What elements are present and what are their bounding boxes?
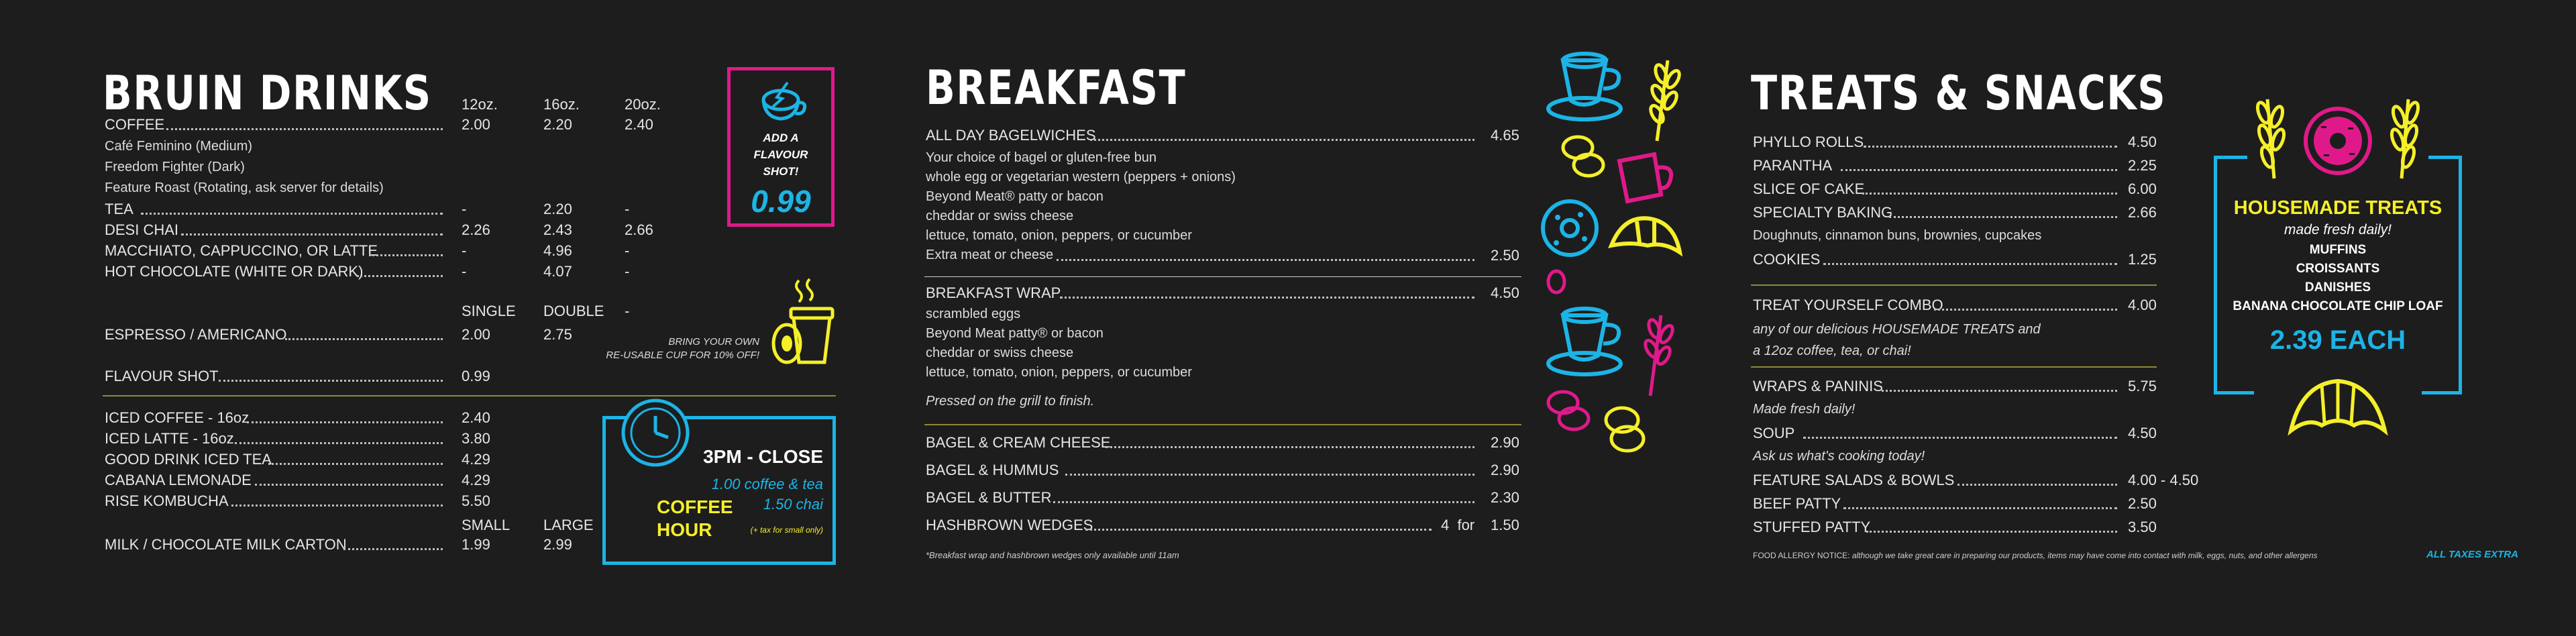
- price: 2.30: [1491, 489, 1519, 506]
- housemade-title: HOUSEMADE TREATS: [2233, 197, 2443, 219]
- cup-note-line2: RE-USABLE CUP FOR 10% OFF!: [606, 350, 759, 361]
- price: 2.50: [1491, 247, 1519, 264]
- desc-line: cheddar or swiss cheese: [926, 346, 1074, 360]
- header-single: SINGLE: [462, 303, 516, 319]
- price: 4.50: [1491, 284, 1519, 301]
- price: 6.00: [2128, 180, 2157, 197]
- item-name: SPECIALTY BAKING: [1753, 204, 1893, 221]
- price: 4.29: [462, 451, 490, 468]
- leader-dots: [181, 233, 443, 235]
- price-12oz: -: [462, 201, 467, 217]
- leader-dots: [369, 254, 443, 256]
- leader-dots: [235, 442, 443, 444]
- price-12oz: -: [462, 242, 467, 259]
- price-16oz: 2.43: [543, 221, 572, 238]
- quantity: 4 for: [1441, 517, 1475, 533]
- housemade-top-icons: [2247, 93, 2428, 187]
- coffee-hour-deal1: 1.00 coffee & tea: [711, 476, 823, 492]
- croissant-icon: [1611, 218, 1680, 252]
- desc-line: a 12oz coffee, tea, or chai!: [1753, 343, 1911, 358]
- leader-dots: [1053, 501, 1474, 503]
- price-20oz: -: [625, 263, 630, 280]
- baking-description: Doughnuts, cinnamon buns, brownies, cupcakes: [1753, 228, 2042, 243]
- price: 5.75: [2128, 378, 2157, 394]
- donut-icon: [2306, 109, 2370, 173]
- leader-dots: [343, 548, 443, 550]
- price-20oz: 2.66: [625, 221, 653, 238]
- drinks-title: BRUIN DRINKS: [103, 66, 432, 121]
- price: 2.50: [2128, 495, 2157, 512]
- price: 4.00: [2128, 297, 2157, 313]
- leader-dots: [285, 338, 443, 340]
- bagelwich-description: [926, 148, 1236, 246]
- food-doodles-illustration: [1536, 47, 1690, 463]
- clock-icon: [619, 396, 692, 470]
- combo-description: [1753, 319, 2041, 362]
- mug-icon: [1619, 154, 1671, 201]
- price-double: 2.75: [543, 326, 572, 343]
- wraps-description: Made fresh daily!: [1753, 402, 1856, 417]
- leader-dots: [1882, 390, 2117, 392]
- price-20oz: -: [625, 201, 630, 217]
- price: 4.50: [2128, 134, 2157, 150]
- item-name: RISE KOMBUCHA: [105, 492, 229, 509]
- desc-line: Beyond Meat® patty or bacon: [926, 189, 1104, 204]
- desc-line: Beyond Meat patty® or bacon: [926, 326, 1104, 341]
- housemade-subtitle: made fresh daily!: [2284, 222, 2392, 237]
- leader-dots: [247, 421, 443, 423]
- item-name: MILK / CHOCOLATE MILK CARTON: [105, 536, 347, 553]
- macaron-icon: [1548, 392, 1589, 429]
- leader-dots: [1841, 169, 2117, 171]
- leader-dots: [219, 380, 443, 382]
- coffee-hour-note: (+ tax for small only): [750, 525, 823, 535]
- coffee-option: Freedom Fighter (Dark): [105, 160, 245, 174]
- leader-dots: [255, 484, 443, 486]
- item-name: STUFFED PATTY: [1753, 519, 1871, 535]
- housemade-treats-box: [2214, 156, 2462, 394]
- section-divider: [103, 395, 836, 396]
- leader-dots: [1065, 474, 1474, 476]
- coffee-option: Café Feminino (Medium): [105, 139, 253, 154]
- leader-dots: [231, 505, 443, 507]
- price: 4.00 - 4.50: [2128, 472, 2199, 488]
- item-name: HASHBROWN WEDGES: [926, 517, 1093, 533]
- desc-line: any of our delicious HOUSEMADE TREATS and: [1753, 322, 2041, 337]
- price: 2.40: [462, 409, 490, 426]
- section-divider: [1751, 284, 2157, 286]
- price: 3.80: [462, 430, 490, 447]
- price: 1.50: [1491, 517, 1519, 533]
- wheat-icon: [1643, 315, 1675, 396]
- leader-dots: [1843, 507, 2117, 509]
- col-header-16oz: 16oz.: [543, 96, 580, 113]
- leader-dots: [1106, 446, 1474, 448]
- allergy-notice: [1753, 551, 2318, 560]
- price: 4.50: [2128, 425, 2157, 441]
- price-large: 2.99: [543, 536, 572, 553]
- leader-dots: [1057, 259, 1474, 261]
- cup-note-line1: BRING YOUR OWN: [668, 336, 759, 348]
- price-small: 1.99: [462, 536, 490, 553]
- item-name: TREAT YOURSELF COMBO: [1753, 297, 1943, 313]
- desc-line: Your choice of bagel or gluten-free bun: [926, 150, 1157, 165]
- price-12oz: 2.00: [462, 116, 490, 133]
- item-name: WRAPS & PANINIS: [1753, 378, 1883, 394]
- desc-line: whole egg or vegetarian western (peppers + onions): [926, 170, 1236, 184]
- promo-price: 0.99: [751, 184, 811, 219]
- promo-line3: SHOT!: [763, 165, 799, 178]
- housemade-price: 2.39 EACH: [2269, 325, 2406, 355]
- price-12oz: -: [462, 263, 467, 280]
- leader-dots: [1060, 297, 1474, 299]
- header-small: SMALL: [462, 517, 511, 533]
- item-name: COFFEE: [105, 116, 165, 133]
- wrap-description: [926, 305, 1192, 382]
- breakfast-title: BREAKFAST: [926, 60, 1187, 115]
- item-name: FEATURE SALADS & BOWLS: [1753, 472, 1955, 488]
- allergy-text: although we take great care in preparing our products, items may have come into contact with milk, eggs, nuts, and other allergens: [1851, 551, 2318, 560]
- header-double: DOUBLE: [543, 303, 604, 319]
- col-header-20oz: 20oz.: [625, 96, 661, 113]
- coffee-hour-label2: HOUR: [657, 519, 712, 540]
- leader-dots: [1866, 531, 2117, 533]
- item-name: SOUP: [1753, 425, 1795, 441]
- desc-line: scrambled eggs: [926, 307, 1021, 321]
- coffee-option: Feature Roast (Rotating, ask server for details): [105, 180, 384, 195]
- wheat-icon: [1648, 60, 1682, 141]
- taxes-note: ALL TAXES EXTRA: [2426, 549, 2518, 560]
- price-20oz: 2.40: [625, 116, 653, 133]
- item-name: ESPRESSO / AMERICANO: [105, 326, 287, 343]
- price: 1.25: [2128, 251, 2157, 268]
- coffee-cup-icon: [1548, 54, 1621, 119]
- leader-dots: [1862, 193, 2117, 195]
- leader-dots: [268, 463, 443, 465]
- price-16oz: 4.96: [543, 242, 572, 259]
- price: 2.90: [1491, 462, 1519, 478]
- item-name: TEA: [105, 201, 133, 217]
- price: 4.65: [1491, 127, 1519, 144]
- price: 2.66: [2128, 204, 2157, 221]
- item-name: DESI CHAI: [105, 221, 179, 238]
- promo-line2: FLAVOUR: [753, 148, 808, 161]
- section-divider: [924, 424, 1521, 425]
- price-16oz: 2.20: [543, 116, 572, 133]
- price-12oz: 2.26: [462, 221, 490, 238]
- price-single: 2.00: [462, 326, 490, 343]
- price-16oz: 2.20: [543, 201, 572, 217]
- leader-dots: [1957, 484, 2117, 486]
- coffee-hour-deal2: 1.50 chai: [763, 496, 823, 513]
- soup-description: Ask us what's cooking today!: [1753, 449, 1925, 464]
- leader-dots: [1085, 529, 1432, 531]
- leader-dots: [166, 128, 443, 130]
- item-name: GOOD DRINK ICED TEA: [105, 451, 272, 468]
- flavour-shot-promo: [727, 67, 835, 227]
- item-name: MACCHIATO, CAPPUCCINO, OR LATTE: [105, 242, 378, 259]
- item-name: ICED LATTE - 16oz: [105, 430, 234, 447]
- item-name: CABANA LEMONADE: [105, 472, 252, 488]
- housemade-item: DANISHES: [2304, 280, 2371, 295]
- leader-dots: [1889, 216, 2117, 218]
- donut-icon: [1543, 201, 1597, 255]
- coffee-cup-icon: [1548, 309, 1621, 374]
- treats-title: TREATS & SNACKS: [1751, 66, 2167, 121]
- col-header-12oz: 12oz.: [462, 96, 498, 113]
- item-name: BAGEL & CREAM CHEESE: [926, 434, 1111, 451]
- header-dash: -: [625, 303, 630, 319]
- leader-dots: [357, 275, 443, 277]
- price: 5.50: [462, 492, 490, 509]
- price-16oz: 4.07: [543, 263, 572, 280]
- item-name: PARANTHA: [1753, 157, 1833, 174]
- item-name: BREAKFAST WRAP: [926, 284, 1061, 301]
- leader-dots: [1090, 139, 1474, 141]
- leader-dots: [1823, 263, 2117, 265]
- price: 2.25: [2128, 157, 2157, 174]
- section-divider: [924, 276, 1521, 277]
- croissant-icon: [2284, 369, 2392, 443]
- housemade-item: BANANA CHOCOLATE CHIP LOAF: [2233, 299, 2443, 313]
- item-name: Extra meat or cheese: [926, 248, 1054, 262]
- desc-line: lettuce, tomato, onion, peppers, or cucumber: [926, 365, 1192, 380]
- item-name: FLAVOUR SHOT: [105, 368, 219, 384]
- price: 0.99: [462, 368, 490, 384]
- item-name: COOKIES: [1753, 251, 1821, 268]
- item-name: HOT CHOCOLATE (WHITE OR DARK): [105, 263, 364, 280]
- coffee-hour-label1: COFFEE: [657, 496, 733, 517]
- housemade-item: CROISSANTS: [2296, 262, 2380, 276]
- item-name: ICED COFFEE - 16oz: [105, 409, 250, 426]
- price: 4.29: [462, 472, 490, 488]
- macaron-icon: [1563, 137, 1603, 176]
- price-20oz: -: [625, 242, 630, 259]
- leader-dots: [1864, 146, 2117, 148]
- item-name: BEEF PATTY: [1753, 495, 1841, 512]
- coffee-hour-time: 3PM - CLOSE: [703, 446, 823, 467]
- item-name: ALL DAY BAGELWICHES: [926, 127, 1096, 144]
- item-name: SLICE OF CAKE: [1753, 180, 1865, 197]
- price: 3.50: [2128, 519, 2157, 535]
- allergy-label: FOOD ALLERGY NOTICE:: [1753, 551, 1850, 560]
- item-name: BAGEL & BUTTER: [926, 489, 1052, 506]
- macaron-icon: [1606, 408, 1644, 451]
- item-name: PHYLLO ROLLS: [1753, 134, 1864, 150]
- coffee-cup-icon: [753, 80, 813, 123]
- leader-dots: [1934, 309, 2117, 311]
- section-divider: [1751, 366, 2157, 368]
- macaron-icon: [1548, 271, 1564, 293]
- leader-dots: [1803, 437, 2117, 439]
- item-name: BAGEL & HUMMUS: [926, 462, 1059, 478]
- promo-line1: ADD A: [763, 131, 799, 144]
- housemade-item: MUFFINS: [2309, 243, 2367, 257]
- desc-line: cheddar or swiss cheese: [926, 209, 1074, 223]
- reusable-cup-icon: [767, 276, 841, 369]
- breakfast-footnote: *Breakfast wrap and hashbrown wedges only available until 11am: [926, 550, 1179, 560]
- desc-line: lettuce, tomato, onion, peppers, or cucumber: [926, 228, 1192, 243]
- leader-dots: [141, 213, 443, 215]
- wrap-note: Pressed on the grill to finish.: [926, 394, 1095, 409]
- header-large: LARGE: [543, 517, 594, 533]
- price: 2.90: [1491, 434, 1519, 451]
